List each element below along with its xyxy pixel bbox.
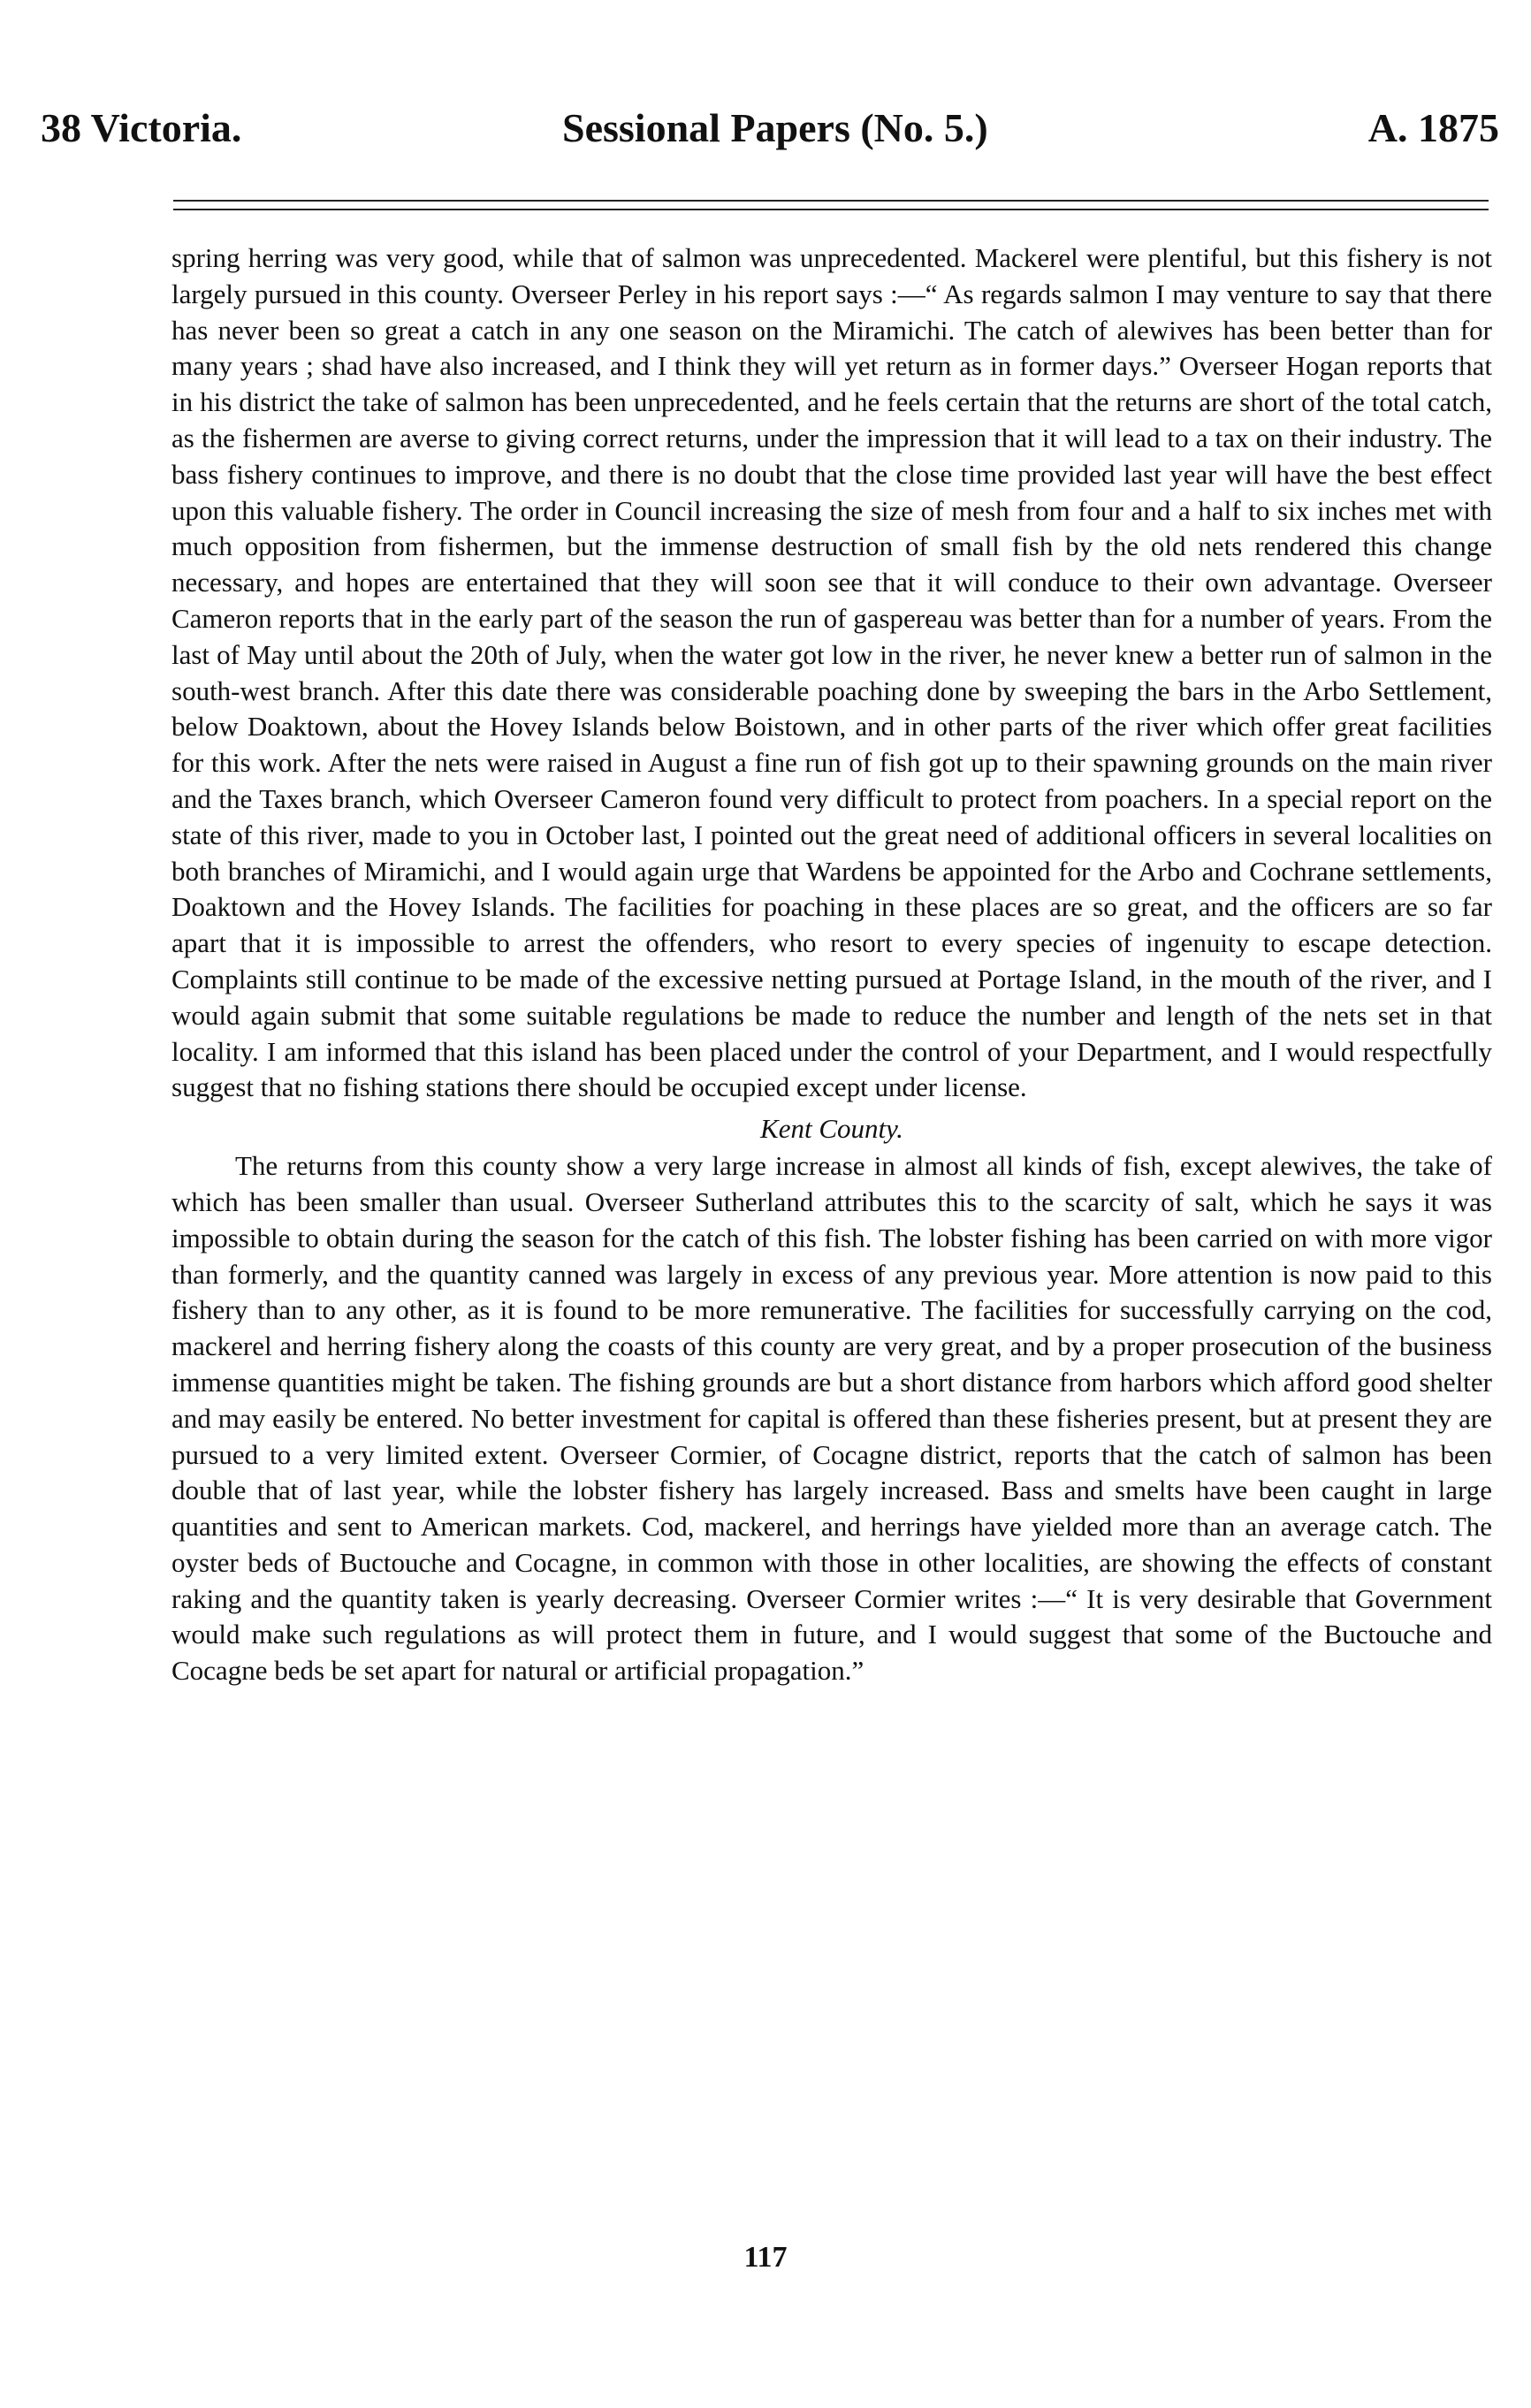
header-year: A. 1875 <box>1367 105 1499 150</box>
page-header <box>41 104 1499 166</box>
page-number: 117 <box>743 2241 788 2274</box>
header-title: Sessional Papers (No. 5.) <box>562 105 988 150</box>
document-body <box>171 240 1492 1689</box>
header-rule-bottom <box>173 209 1489 210</box>
paragraph-northumberland-continued: spring herring was very good, while that of salmon was unprecedented. Mackerel were plentiful, but this fishery is not largely pursued in this county. Overseer Perley in his report says :—“ As regards salmon I may venture to say that there has never been so great a catch in any one season on the Miramichi. The catch of alewives has been better than for many years ; shad have also increased, and I think they will yet return as in former days.” Overseer Hogan reports that in his district the take of salmon has been unprecedented, and he feels certain that the returns are short of the total catch, as the fishermen are averse to giving correct returns, under the impression that it will lead to a tax on their industry. The bass fishery continues to improve, and there is no doubt that the close time provided last year will have the best effect upon this valuable fishery. The order in Council increasing the size of mesh from four and a half to six inches met with much opposition from fishermen, but the immense destruction of small fish by the old nets rendered this change necessary, and hopes are entertained that they will soon see that it will conduce to their own advantage. Overseer Cameron reports that in the early part of the season the run of gaspereau was better than for a number of years. From the last of May until about the 20th of July, when the water got low in the river, he never knew a better run of salmon in the south-west branch. After this date there was considerable poaching done by sweeping the bars in the Arbo Settlement, below Doaktown, about the Hovey Islands below Boistown, and in other parts of the river which offer great facilities for this work. After the nets were raised in August a fine run of fish got up to their spawning grounds on the main river and the Taxes branch, which Overseer Cameron found very difficult to protect from poachers. In a special report on the state of this river, made to you in October last, I pointed out the great need of additional officers in several localities on both branches of Miramichi, and I would again urge that Wardens be appointed for the Arbo and Cochrane settlements, Doaktown and the Hovey Islands. The facilities for poaching in these places are so great, and the officers are so far apart that it is impossible to arrest the offenders, who resort to every species of ingenuity to escape detection. Complaints still continue to be made of the excessive netting pursued at Portage Island, in the mouth of the river, and I would again submit that some suitable regulations be made to reduce the number and length of the nets set in that locality. I am informed that this island has been placed under the control of your Department, and I would respectfully suggest that no fishing stations there should be occupied except under license. <box>171 242 1492 1103</box>
header-rule-top <box>173 200 1489 202</box>
header-session: 38 Victoria. <box>41 105 242 150</box>
section-heading-kent-county: Kent County. <box>760 1113 903 1145</box>
paragraph-kent-county: The returns from this county show a very large increase in almost all kinds of fish, except alewives, the take of which has been smaller than usual. Overseer Sutherland attributes this to the scarcity of salt, which he says it was impossible to obtain during the season for the catch of this fish. The lobster fishing has been carried on with more vigor than formerly, and the quantity canned was largely in excess of any previous year. More attention is now paid to this fishery than to any other, as it is found to be more remunerative. The facilities for successfully carrying on the cod, mackerel and herring fishery along the coasts of this county are very great, and by a proper prosecution of the business immense quantities might be taken. The fishing grounds are but a short distance from harbors which afford good shelter and may easily be entered. No better investment for capital is offered than these fisheries present, but at present they are pursued to a very limited extent. Overseer Cormier, of Cocagne district, reports that the catch of salmon has been double that of last year, while the lobster fishery has largely increased. Bass and smelts have been caught in large quantities and sent to American markets. Cod, mackerel, and herrings have yielded more than an average catch. The oyster beds of Buctouche and Cocagne, in common with those in other localities, are showing the effects of constant raking and the quantity taken is yearly decreasing. Overseer Cormier writes :—“ It is very desirable that Government would make such regulations as will protect them in future, and I would suggest that some of the Buctouche and Cocagne beds be set apart for natural or artificial propagation.” <box>171 1150 1492 1687</box>
